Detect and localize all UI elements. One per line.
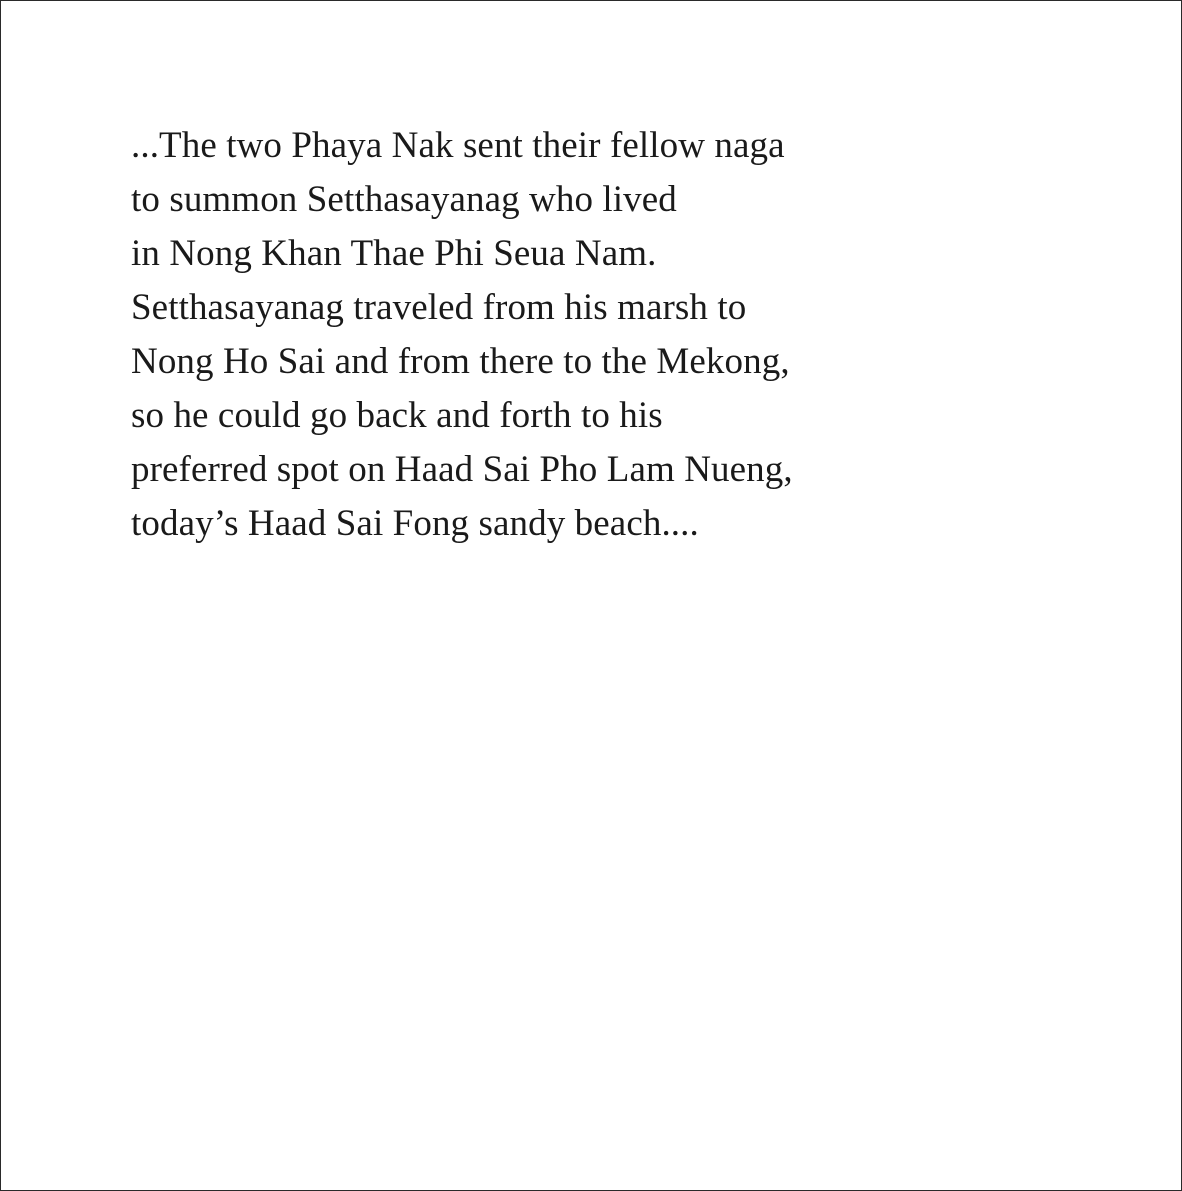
text-line: so he could go back and forth to his [131,395,663,436]
text-line: in Nong Khan Thae Phi Seua Nam. [131,233,657,274]
text-line: Nong Ho Sai and from there to the Mekong, [131,341,790,382]
text-line: Setthasayanag traveled from his marsh to [131,287,747,328]
story-passage [131,119,793,551]
text-line: ...The two Phaya Nak sent their fellow naga [131,125,785,166]
text-line: today’s Haad Sai Fong sandy beach.... [131,503,699,544]
text-line: to summon Setthasayanag who lived [131,179,677,220]
text-line: preferred spot on Haad Sai Pho Lam Nueng, [131,449,793,490]
